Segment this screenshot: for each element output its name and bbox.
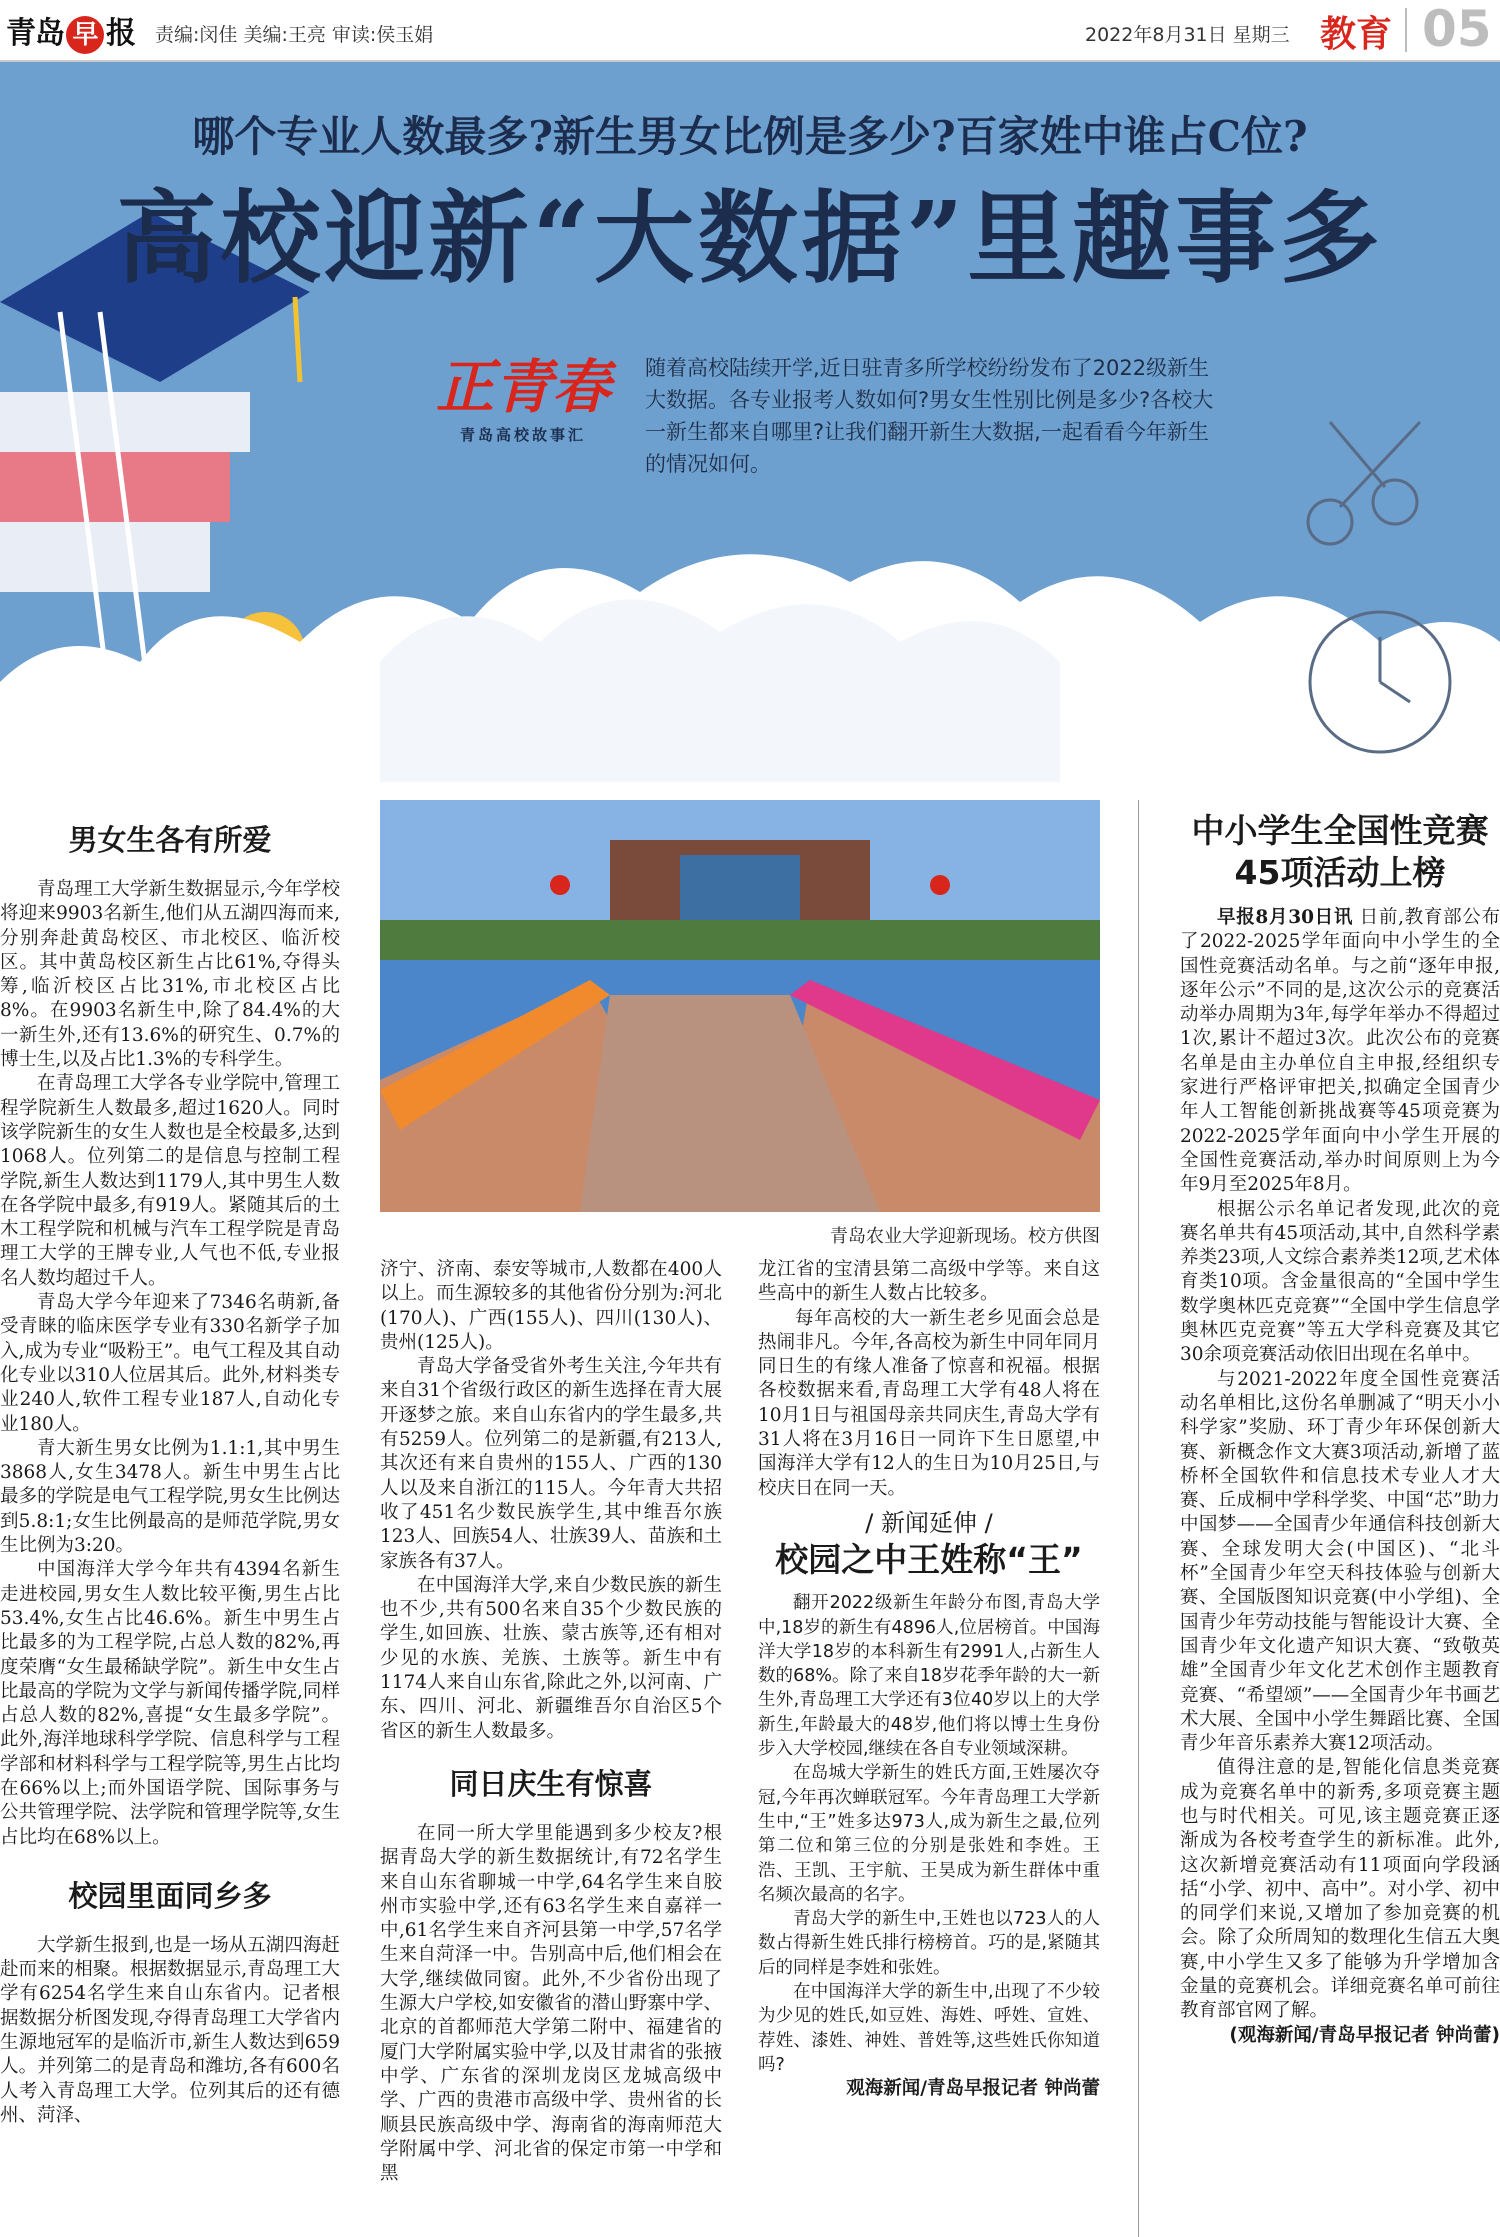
- paragraph: 龙江省的宝清县第二高级中学等。来自这些高中的新生人数占比较多。: [758, 1259, 1100, 1305]
- masthead-divider: [1405, 8, 1407, 52]
- byline: 观海新闻/青岛早报记者 钟尚蕾: [846, 2078, 1100, 2100]
- brand-subtitle: 青岛高校故事汇: [459, 426, 586, 444]
- feature-banner: [0, 62, 1500, 782]
- banner-subtitle: 哪个专业人数最多?新生男女比例是多少?百家姓中谁占C位?: [192, 112, 1308, 161]
- issue-date: 2022年8月31日 星期三: [1085, 24, 1290, 46]
- brand-name: 正青春: [435, 353, 610, 421]
- paragraph: 大学新生报到,也是一场从五湖四海赶赴而来的相聚。根据数据显示,青岛理工大学有6254名学生来自山东省内。记者根据数据分析图发现,夺得青岛理工大学省内生源地冠军的是临沂市,新生人数达到659人。并列第二的是青岛和潍坊,各有600名人考入青岛理工大学。位列其后的还有德州、菏泽、: [0, 1934, 340, 2126]
- paragraph: 济宁、济南、泰安等城市,人数都在400人以上。而生源较多的其他省份分别为:河北(170人)、广西(155人)、四川(130人)、贵州(125人)。: [380, 1259, 722, 1353]
- paragraph: 值得注意的是,智能化信息类竞赛成为竞赛名单中的新秀,多项竞赛主题也与时代相关。可见,该主题竞赛正逐渐成为各校考查学生的新标准。此外,这次新增竞赛活动有11项面向学段涵括“小学、初中、高中”。对小学、初中的同学们来说,又增加了参加竞赛的机会。除了众所周知的数理化生信五大奥赛,中小学生又多了能够为升学增加含金量的竞赛机会。详细竞赛名单可前往教育部官网了解。: [1180, 1757, 1500, 2022]
- paragraph: 青岛大学今年迎来了7346名萌新,备受青睐的临床医学专业有330名新学子加入,成为专业“吸粉王”。电气工程及其自动化专业以310人位居其后。此外,材料类专业240人,软件工程专业187人,自动化专业180人。: [0, 1292, 340, 1435]
- paragraph: 青岛大学备受省外考生关注,今年共有来自31个省级行政区的新生选择在青大展开逐梦之旅。来自山东省内的学生最多,共有5259人。位列第二的是新疆,有213人,其次还有来自贵州的155人、广西的130人以及来自浙江的115人。今年青大共招收了451名少数民族学生,其中维吾尔族123人、回族54人、壮族39人、苗族和土家族各有37人。: [380, 1356, 722, 1572]
- newspaper-logo: 青岛 早 报: [6, 8, 135, 54]
- column-1: [0, 810, 340, 2128]
- paragraph: 在同一所大学里能遇到多少校友?根据青岛大学的新生数据统计,有72名学生来自山东省聊城一中学,64名学生来自胶州市实验中学,还有63名学生来自嘉祥一中,61名学生来自齐河县第一中学,57名学生来自菏泽一中。告别高中后,他们相会在大学,继续做同窗。此外,不少省份出现了生源大户学校,如安徽省的潜山野寨中学、北京的首都师范大学第二附中、福建省的厦门大学附属实验中学,以及甘肃省的张掖中学、广东省的深圳龙岗区龙城高级中学、广西的贵港市高级中学、贵州省的长顺县民族高级中学、海南省的海南师范大学附属中学、河北省的保定市第一中学和黑: [380, 1822, 722, 2185]
- paragraph: 翻开2022级新生年龄分布图,青岛大学中,18岁的新生有4896人,位居榜首。中国海洋大学18岁的本科新生有2991人,占新生人数的68%。除了来自18岁花季年龄的大一新生外,青岛理工大学还有3位40岁以上的大学新生,年龄最大的48岁,他们将以博士生身份步入大学校园,继续在各自专业领域深耕。: [758, 1593, 1100, 1760]
- paragraph-text: 日前,教育部公布了2022-2025学年面向中小学生的全国性竞赛活动名单。与之前“逐年申报,逐年公示”不同的是,这次公示的竞赛活动举办周期为3年,每学年举办不得超过1次,累计不超过3次。此次公布的竞赛名单是由主办单位自主申报,经组织专家进行严格评审把关,拟确定全国青少年人工智能创新挑战赛等45项竞赛为2022-2025学年面向中小学生开展的全国性竞赛活动,举办时间原则上为今年9月至2025年8月。: [1180, 907, 1500, 1196]
- byline: (观海新闻/青岛早报记者 钟尚蕾): [1229, 2024, 1500, 2046]
- editor-credits: 责编:闵佳 美编:王亮 审读:侯玉娟: [155, 24, 434, 46]
- masthead: [0, 0, 1500, 62]
- section-heading-hometown: 校园里面同乡多: [68, 1878, 272, 1913]
- section-name: 教育: [1320, 14, 1393, 55]
- paragraph: 青岛大学的新生中,王姓也以723人的人数占得新生姓氏排行榜榜首。巧的是,紧随其后的同样是李姓和张姓。: [758, 1909, 1100, 1978]
- headline: 高校迎新“大数据”里趣事多: [116, 179, 1384, 297]
- column-brand: [418, 340, 628, 445]
- paragraph: 在岛城大学新生的姓氏方面,王姓屡次夺冠,今年再次蝉联冠军。今年青岛理工大学新生中,“王”姓多达973人,成为新生之最,位列第二位和第三位的分别是张姓和李姓。王浩、王凯、王宇航、王昊成为新生群体中重名频次最高的名字。: [758, 1763, 1100, 1905]
- paragraph: [1180, 906, 1500, 1198]
- column-4: [1180, 810, 1500, 2048]
- page-number: 05: [1422, 0, 1492, 58]
- lede-paragraph: 随着高校陆续开学,近日驻青多所学校纷纷发布了2022级新生大数据。各专业报考人数如何?男女生性别比例是多少?各校大一新生都来自哪里?让我们翻开新生大数据,一起看看今年新生的情况如何。: [645, 356, 1214, 476]
- news-extension-kicker: / 新闻延伸 /: [865, 1508, 993, 1537]
- campus-welcome-image: [380, 800, 1100, 1212]
- paragraph: 青大新生男女比例为1.1:1,其中男生3868人,女生3478人。新生中男生占比最多的学院是电气工程学院,男女生比例达到5.8:1;女生比例最高的是师范学院,男女生比例为3:20。: [0, 1437, 340, 1557]
- side-story-headline: 中小学生全国性竞赛45项活动上榜: [1191, 811, 1489, 892]
- paragraph: 在中国海洋大学的新生中,出现了不少较为少见的姓氏,如豆姓、海姓、呼姓、宣姓、荐姓、漆姓、神姓、普姓等,这些姓氏你知道吗?: [758, 1982, 1100, 2075]
- paragraph: 在青岛理工大学各专业学院中,管理工程学院新生人数最多,超过1620人。同时该学院新生的女生人数也是全校最多,达到1068人。位列第二的是信息与控制工程学院,新生人数达到1179人,其中男生人数在各学院中最多,有919人。紧随其后的土木工程学院和机械与汽车工程学院是青岛理工大学的王牌专业,人气也不低,专业报名人数均超过千人。: [0, 1073, 340, 1289]
- section-heading-surname: 校园之中王姓称“王”: [775, 1540, 1083, 1580]
- welcome-photo: [380, 800, 1100, 1212]
- section-heading-birthday: 同日庆生有惊喜: [449, 1766, 653, 1801]
- scissors-icon: [1308, 422, 1420, 544]
- paragraph: 在中国海洋大学,来自少数民族的新生也不少,共有500名来自35个少数民族的学生,如回族、壮族、蒙古族等,还有相对少见的水族、羌族、土族等。新生中有1174人来自山东省,除此之外,以河南、广东、四川、河北、新疆维吾尔自治区5个省区的新生人数最多。: [380, 1574, 722, 1742]
- paragraph: 每年高校的大一新生老乡见面会总是热闹非凡。今年,各高校为新生中同年同月同日生的有缘人准备了惊喜和祝福。根据各校数据来看,青岛理工大学有48人将在10月1日与祖国母亲共同庆生,青岛大学有31人将在3月16日一同许下生日愿望,中国海洋大学有12人的生日为10月25日,与校庆日在同一天。: [758, 1307, 1100, 1499]
- section-heading-gender: 男女生各有所爱: [68, 823, 272, 857]
- paragraph: 根据公示名单记者发现,此次的竞赛名单共有45项活动,其中,自然科学素养类23项,人文综合素养类12项,艺术体育类10项。含金量很高的“全国中学生数学奥林匹克竞赛”“全国中学生信息学奥林匹克竞赛”等五大学科竞赛及其它30余项竞赛活动依旧出现在名单中。: [1180, 1198, 1500, 1366]
- paragraph: 青岛理工大学新生数据显示,今年学校将迎来9903名新生,他们从五湖四海而来,分别奔赴黄岛校区、市北校区、临沂校区。其中黄岛校区新生占比61%,夺得头筹,临沂校区占比31%,市北校区占比8%。在9903名新生中,除了84.4%的大一新生外,还有13.6%的研究生、0.7%的博士生,以及占比1.3%的专科学生。: [0, 879, 340, 1071]
- paragraph: 与2021-2022年度全国性竞赛活动名单相比,这份名单删减了“明天小小科学家”奖励、环丁青少年环保创新大赛、新概念作文大赛3项活动,新增了蓝桥杯全国软件和信息技术专业人才大赛、丘成桐中学科学奖、中国“芯”助力中国梦——全国青少年通信科技创新大赛、全球发明大会(中国区)、“北斗杯”全国青少年空天科技体验与创新大赛、全国版图知识竞赛(中小学组)、全国青少年劳动技能与智能设计大赛、全国青少年文化遗产知识大赛、“致敬英雄”全国青少年文化艺术创作主题教育竞赛、“希望颂”——全国青少年书画艺术大展、全国中小学生舞蹈比赛、全国青少年音乐素养大赛12项活动。: [1180, 1368, 1500, 1755]
- column-divider: [1138, 800, 1139, 2237]
- column-3: [758, 1258, 1100, 2102]
- paragraph: 中国海洋大学今年共有4394名新生走进校园,男女生人数比较平衡,男生占比53.4%,女生占比46.6%。新生中男生占比最多的为工程学院,占总人数的82%,再度荣膺“女生最稀缺学院”。新生中女生占比最高的学院为文学与新闻传播学院,同样占总人数的82%,喜提“女生最多学院”。此外,海洋地球科学学院、信息科学与工程学部和材料科学与工程学院等,男生占比均在66%以上;而外国语学院、国际事务与公共管理学院、法学院和管理学院等,女生占比均在68%以上。: [0, 1559, 340, 1848]
- photo-caption: 青岛农业大学迎新现场。校方供图: [830, 1226, 1100, 1247]
- dateline: 早报8月30日讯: [1217, 907, 1354, 928]
- column-2: [380, 1258, 722, 2186]
